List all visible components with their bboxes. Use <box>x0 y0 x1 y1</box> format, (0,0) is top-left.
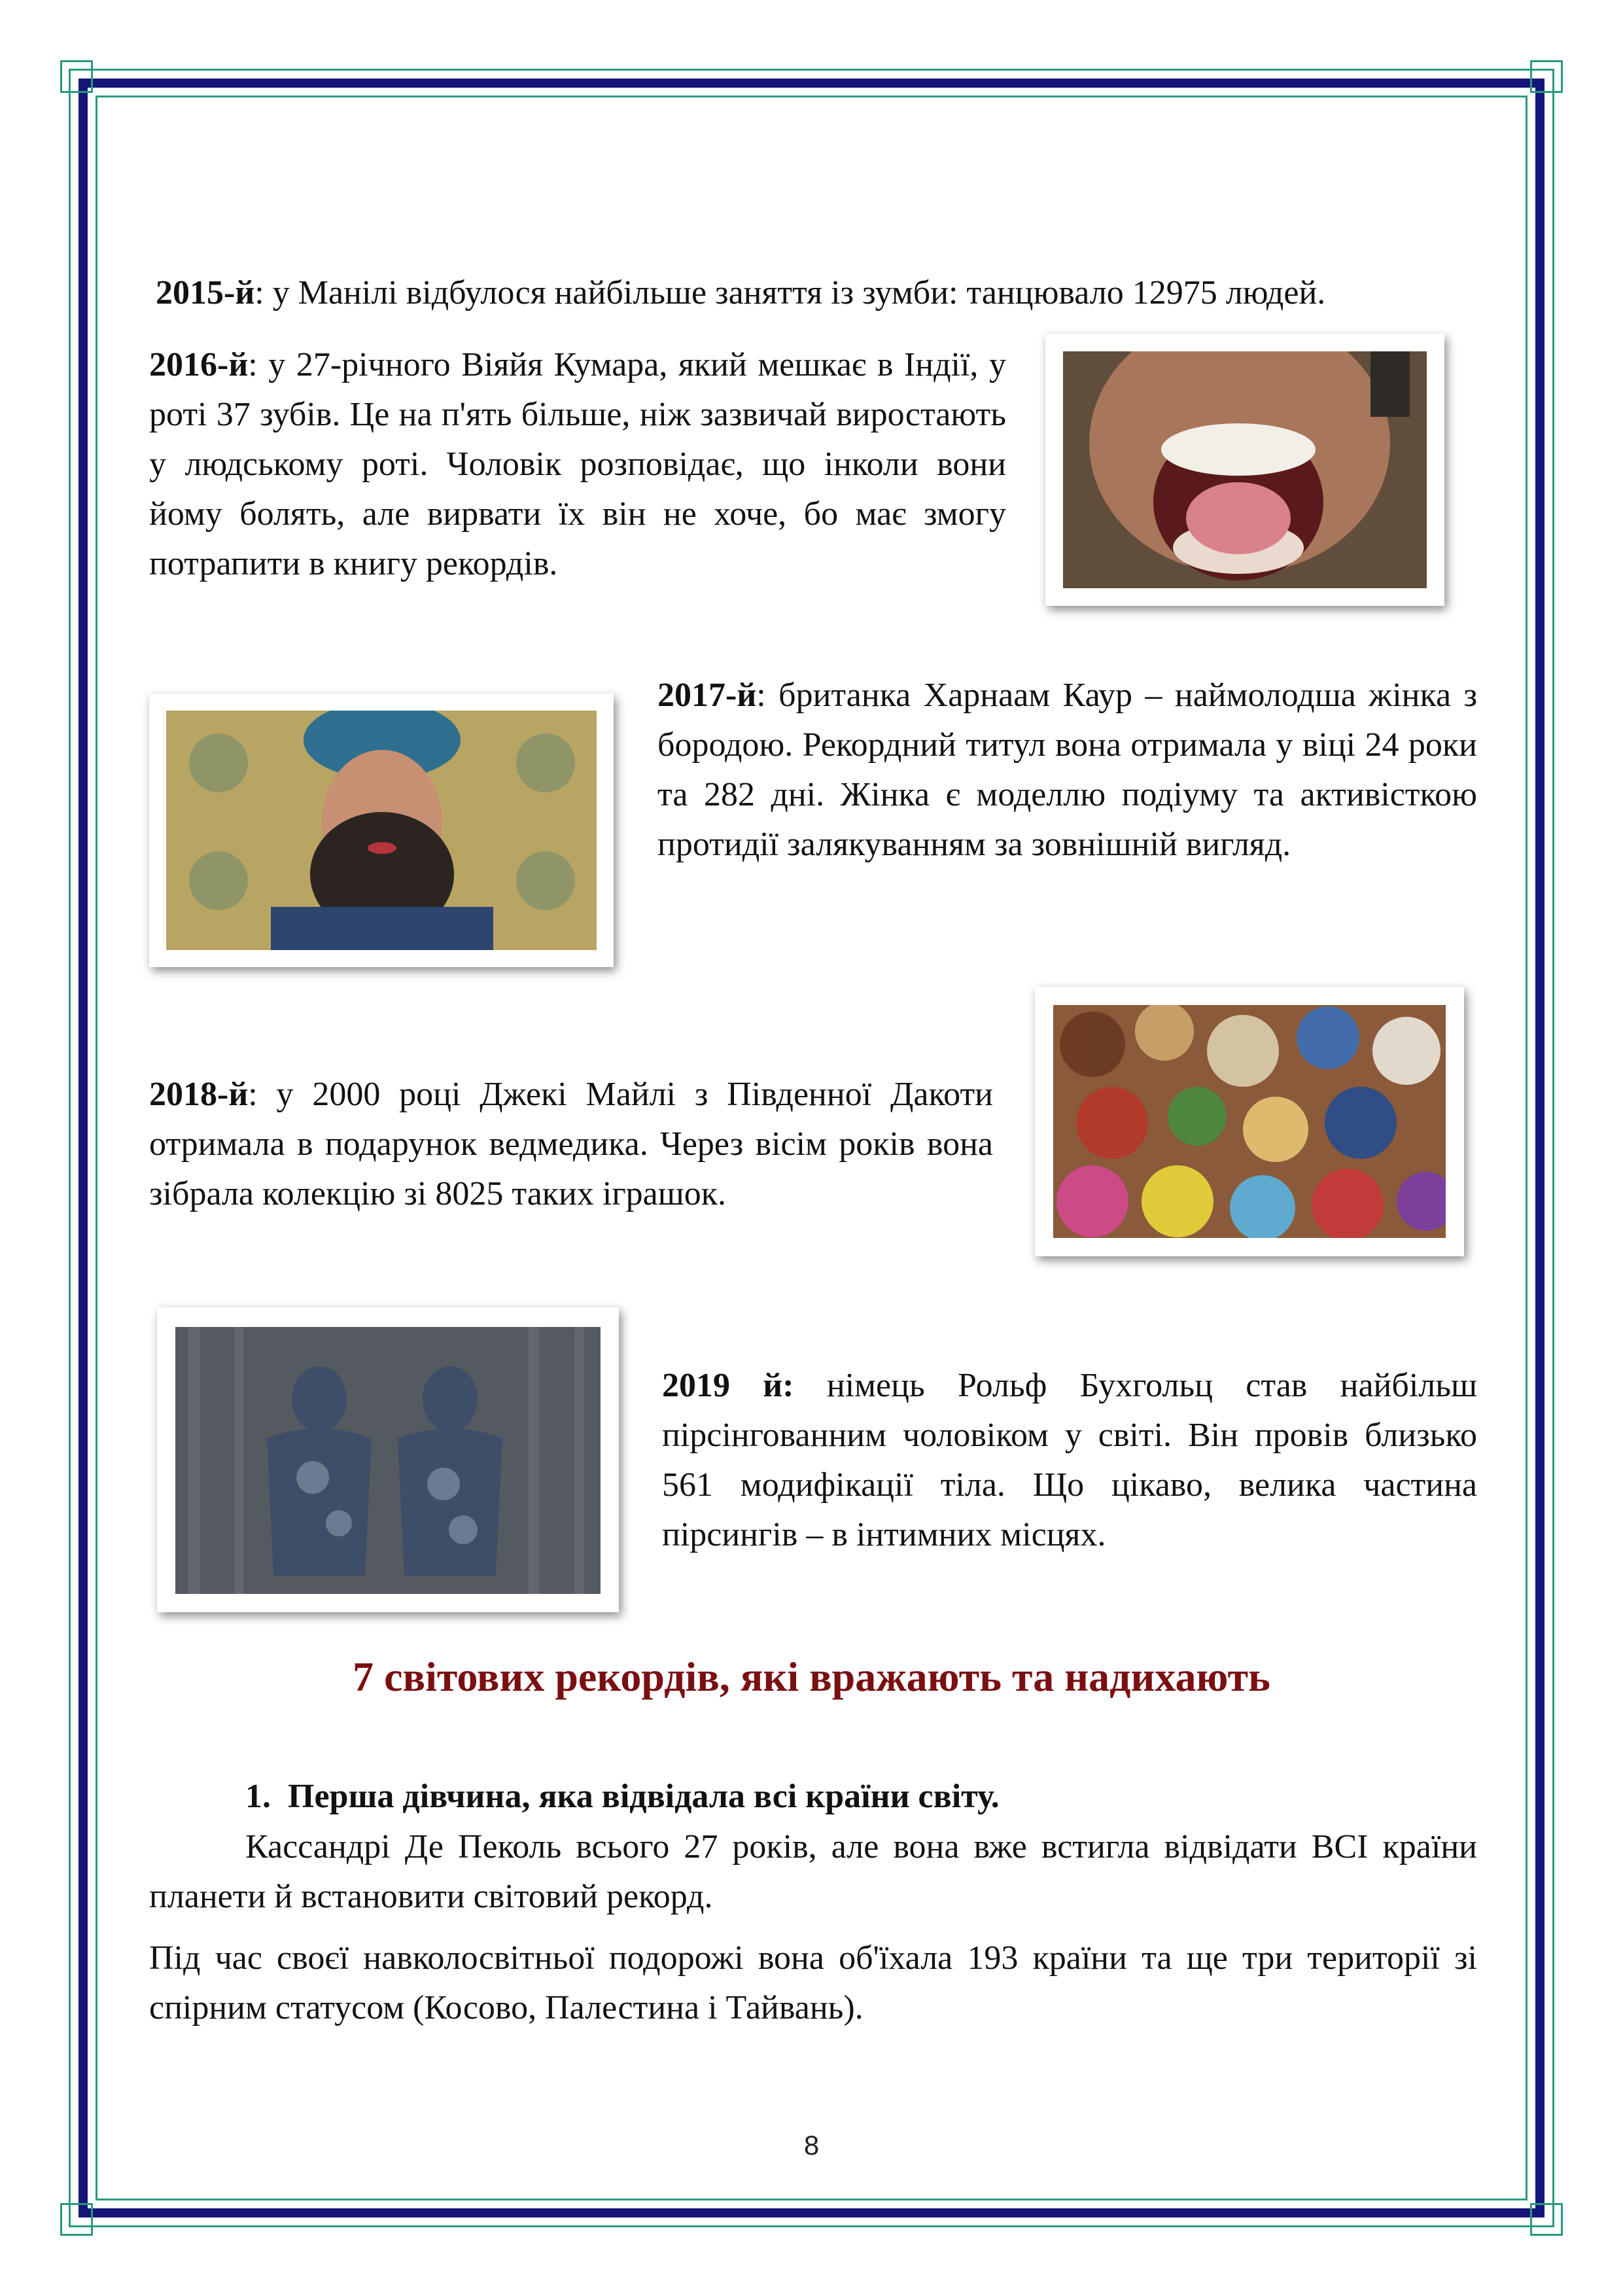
record-2015 <box>156 268 1477 318</box>
paragraph <box>149 1934 1477 2033</box>
record-year: 2018-й <box>149 1076 249 1113</box>
photo-bearded-woman <box>149 694 614 967</box>
record-text: : британка Харнаам Каур – наймолодша жінка з бородою. Рекордний титул вона отримала у віці 24 роки та 282 дні. Жінка є моделлю подіуму та активісткою протидії залякуванням за зовнішній вигляд. <box>657 677 1477 863</box>
paragraph <box>149 1822 1477 1922</box>
photo-open-mouth-teeth <box>1045 334 1444 606</box>
paragraph-text: Під час своєї навколосвітньої подорожі вона об'їхала 193 країни та ще три території зі спірним статусом (Косово, Палестина і Тайвань). <box>149 1939 1477 2026</box>
frame-corner-ornament <box>60 2203 93 2236</box>
record-text: німець Рольф Бухгольц став найбільш пірсінгованним чоловіком у світі. Він провів близько 561 модифікації тіла. Що цікаво, велика частина пірсингів – в інтимних місцях. <box>662 1367 1477 1553</box>
list-item-title-text: Перша дівчина, яка відвідала всі країни світу. <box>288 1778 1000 1815</box>
record-2017 <box>657 671 1477 870</box>
photo-tattooed-men <box>157 1307 619 1612</box>
page-number: 8 <box>803 2130 820 2161</box>
frame-corner-ornament <box>1530 2203 1563 2236</box>
section-heading: 7 світових рекордів, які вражають та надихають <box>353 1653 1270 1700</box>
list-item-number: 1. <box>245 1778 271 1815</box>
record-year: 2019 й: <box>662 1367 794 1404</box>
record-year: 2015-й <box>156 274 255 311</box>
record-2016 <box>149 340 1006 589</box>
list-item-title <box>245 1772 1475 1822</box>
record-text: : у Манілі відбулося найбільше заняття із зумби: танцювало 12975 людей. <box>254 274 1326 311</box>
record-2019 <box>662 1361 1477 1560</box>
record-text: : у 2000 році Джекі Майлі з Південної Дакоти отримала в подарунок ведмедика. Через вісім років вона зібрала колекцію зі 8025 таких іграшок. <box>149 1076 993 1212</box>
frame-corner-ornament <box>1530 60 1563 93</box>
photo-teddy-bear-collection <box>1035 987 1464 1256</box>
record-year: 2016-й <box>149 346 249 383</box>
record-year: 2017-й <box>657 677 757 714</box>
frame-corner-ornament <box>60 60 93 93</box>
record-text: : у 27-річного Віяйя Кумара, який мешкає в Індії, у роті 37 зубів. Це на п'ять більше, ніж зазвичай виростають у людському роті. Чоловік розповідає, що інколи вони йому болять, але вирвати їх він не хоче, бо має змогу потрапити в книгу рекордів. <box>149 346 1006 582</box>
record-2018 <box>149 1070 993 1219</box>
paragraph-text: Кассандрі Де Пеколь всього 27 років, але вона вже встигла відвідати ВСІ країни планети й встановити світовий рекорд. <box>149 1828 1477 1915</box>
